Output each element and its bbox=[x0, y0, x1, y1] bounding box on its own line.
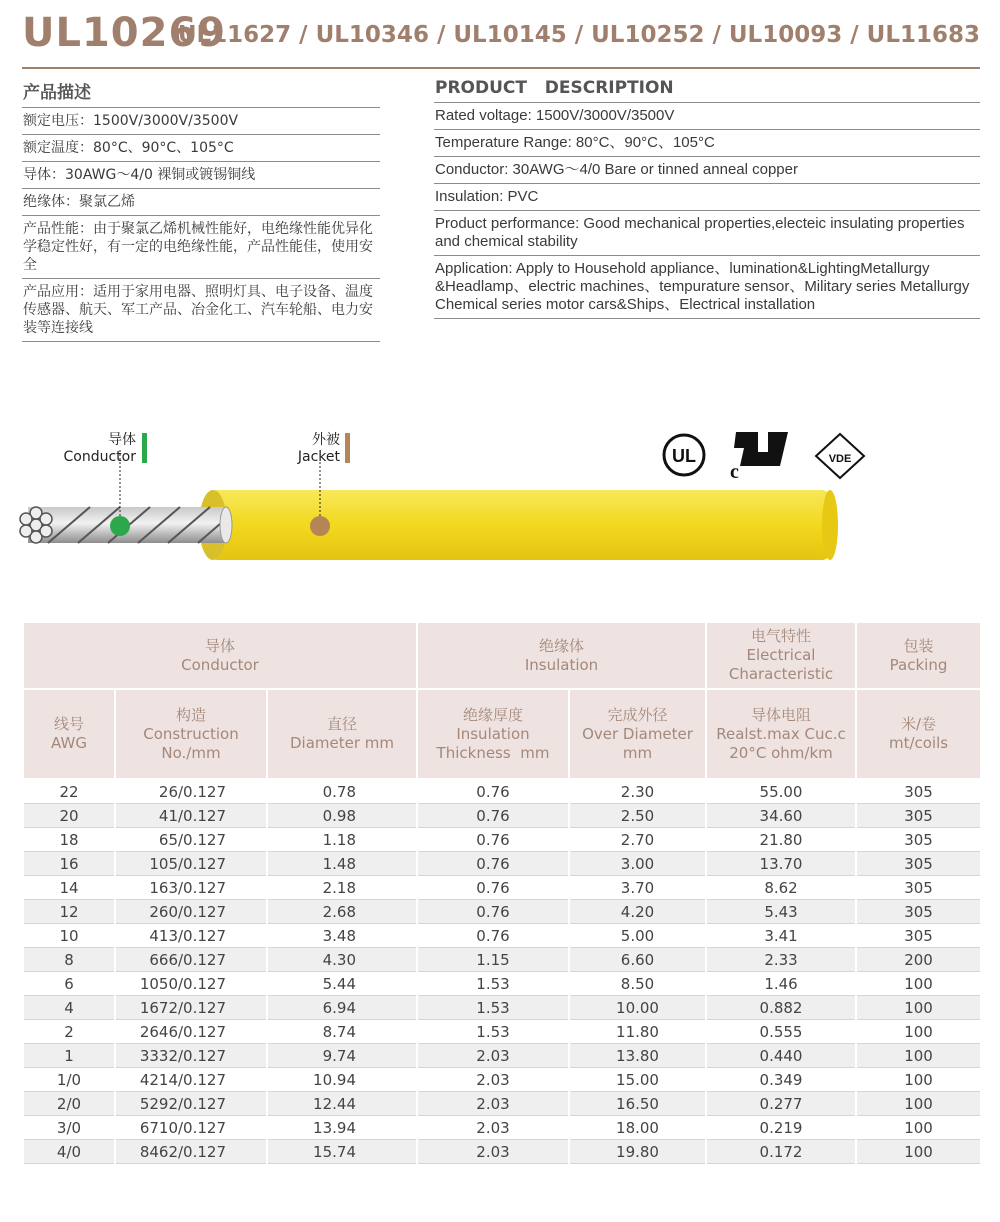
cell-resistance: 0.882 bbox=[706, 996, 856, 1020]
cell-diameter: 8.74 bbox=[267, 1020, 417, 1044]
spec-performance-cn: 产品性能：由于聚氯乙烯机械性能好，电绝缘性能优异化学稳定性好，有一定的电绝缘性能，产品性能佳，使用安全 bbox=[22, 216, 380, 279]
spec-performance-en: Product performance: Good mechanical properties,electeic insulating properties and chemical stability bbox=[434, 211, 980, 256]
col-awg-cn: 线号 bbox=[53, 715, 84, 733]
cell-packing: 305 bbox=[856, 924, 981, 948]
group-packing bbox=[856, 622, 981, 689]
cell-insulation-thickness: 2.03 bbox=[417, 1044, 569, 1068]
cell-over-diameter: 2.70 bbox=[569, 828, 706, 852]
cell-diameter: 12.44 bbox=[267, 1092, 417, 1116]
spec-table-body bbox=[23, 779, 981, 1164]
model-list: UL11627 / UL10346 / UL10145 / UL10252 / UL10093 / UL11683 bbox=[177, 22, 980, 48]
conductor-label bbox=[40, 432, 136, 466]
cell-packing: 100 bbox=[856, 996, 981, 1020]
table-row bbox=[23, 972, 981, 996]
spec-insulation-en: Insulation: PVC bbox=[434, 184, 980, 211]
spec-temperature-en: Temperature Range: 80°C、90°C、105°C bbox=[434, 130, 980, 157]
cell-over-diameter: 13.80 bbox=[569, 1044, 706, 1068]
jacket-label bbox=[250, 432, 340, 466]
cell-packing: 200 bbox=[856, 948, 981, 972]
col-construction bbox=[115, 689, 267, 779]
cell-packing: 305 bbox=[856, 828, 981, 852]
jacket-label-en: Jacket bbox=[297, 449, 340, 465]
col-diameter bbox=[267, 689, 417, 779]
conductor-label-bar bbox=[142, 433, 147, 463]
cell-over-diameter: 8.50 bbox=[569, 972, 706, 996]
cell-resistance: 13.70 bbox=[706, 852, 856, 876]
cell-awg: 3/0 bbox=[23, 1116, 115, 1140]
cell-insulation-thickness: 0.76 bbox=[417, 924, 569, 948]
vde-mark-icon bbox=[816, 434, 864, 478]
cell-diameter: 10.94 bbox=[267, 1068, 417, 1092]
cell-over-diameter: 2.30 bbox=[569, 779, 706, 804]
table-row bbox=[23, 996, 981, 1020]
group-conductor-en: Conductor bbox=[181, 655, 259, 674]
description-chinese bbox=[22, 76, 380, 342]
group-insulation-en: Insulation bbox=[524, 655, 599, 674]
cell-insulation-thickness: 0.76 bbox=[417, 779, 569, 804]
group-packing-en: Packing bbox=[889, 655, 948, 674]
cell-construction: 65/0.127 bbox=[115, 828, 267, 852]
cell-diameter: 13.94 bbox=[267, 1116, 417, 1140]
col-over-diameter-en: Over Diameter mm bbox=[582, 724, 693, 762]
cell-construction: 105/0.127 bbox=[115, 852, 267, 876]
description-english bbox=[434, 76, 980, 319]
table-row bbox=[23, 1068, 981, 1092]
table-row bbox=[23, 852, 981, 876]
description-en-heading: PRODUCT DESCRIPTION bbox=[434, 76, 980, 103]
ul-letters: UL bbox=[672, 446, 696, 466]
table-row bbox=[23, 1020, 981, 1044]
ul-listed-icon bbox=[664, 435, 704, 475]
cell-construction: 8462/0.127 bbox=[115, 1140, 267, 1164]
spec-table bbox=[22, 621, 982, 1164]
col-construction-en: Construction No./mm bbox=[143, 724, 239, 762]
cell-packing: 100 bbox=[856, 1068, 981, 1092]
cell-insulation-thickness: 1.53 bbox=[417, 972, 569, 996]
cell-construction: 413/0.127 bbox=[115, 924, 267, 948]
cell-diameter: 1.18 bbox=[267, 828, 417, 852]
group-conductor-cn: 导体 bbox=[204, 636, 235, 655]
cell-diameter: 6.94 bbox=[267, 996, 417, 1020]
cell-insulation-thickness: 0.76 bbox=[417, 804, 569, 828]
cell-awg: 18 bbox=[23, 828, 115, 852]
conductor-end bbox=[220, 507, 232, 543]
cell-over-diameter: 3.70 bbox=[569, 876, 706, 900]
cell-insulation-thickness: 0.76 bbox=[417, 876, 569, 900]
spec-application-en: Application: Apply to Household appliance、lumination&LightingMetallurgy &Headlamp、electric machines、tempurature sensor、Military series Metallurgy Chemical series motor cars&Ships、Electrical installation bbox=[434, 256, 980, 319]
cell-insulation-thickness: 0.76 bbox=[417, 828, 569, 852]
table-row bbox=[23, 948, 981, 972]
cell-diameter: 9.74 bbox=[267, 1044, 417, 1068]
group-electrical-en: Electrical Characteristic bbox=[728, 646, 834, 683]
vde-letters: VDE bbox=[828, 453, 852, 465]
cell-construction: 666/0.127 bbox=[115, 948, 267, 972]
cell-over-diameter: 10.00 bbox=[569, 996, 706, 1020]
col-diameter-cn: 直径 bbox=[326, 715, 357, 733]
jacket-body bbox=[210, 490, 830, 560]
cell-over-diameter: 6.60 bbox=[569, 948, 706, 972]
cell-resistance: 21.80 bbox=[706, 828, 856, 852]
spec-conductor-cn: 导体：30AWG～4/0 裸铜或镀锡铜线 bbox=[22, 162, 380, 189]
cell-awg: 8 bbox=[23, 948, 115, 972]
cell-awg: 2 bbox=[23, 1020, 115, 1044]
strand-cross-section bbox=[20, 507, 52, 543]
cul-recognized-icon bbox=[730, 432, 788, 483]
cell-over-diameter: 18.00 bbox=[569, 1116, 706, 1140]
description-cn-heading: 产品描述 bbox=[22, 76, 380, 108]
cell-diameter: 1.48 bbox=[267, 852, 417, 876]
cell-construction: 26/0.127 bbox=[115, 779, 267, 804]
spec-application-cn: 产品应用：适用于家用电器、照明灯具、电子设备、温度传感器、航天、军工产品、冶金化工、汽车轮船、电力安装等连接线 bbox=[22, 279, 380, 342]
spec-rated-voltage-cn: 额定电压：1500V/3000V/3500V bbox=[22, 108, 380, 135]
cell-packing: 305 bbox=[856, 876, 981, 900]
cell-insulation-thickness: 2.03 bbox=[417, 1140, 569, 1164]
col-construction-cn: 构造 bbox=[175, 705, 206, 724]
group-insulation-cn: 绝缘体 bbox=[539, 636, 585, 655]
cell-over-diameter: 19.80 bbox=[569, 1140, 706, 1164]
cell-resistance: 1.46 bbox=[706, 972, 856, 996]
cell-packing: 100 bbox=[856, 1116, 981, 1140]
cell-awg: 12 bbox=[23, 900, 115, 924]
cell-construction: 41/0.127 bbox=[115, 804, 267, 828]
cell-over-diameter: 15.00 bbox=[569, 1068, 706, 1092]
cell-insulation-thickness: 1.15 bbox=[417, 948, 569, 972]
cell-construction: 5292/0.127 bbox=[115, 1092, 267, 1116]
col-over-diameter bbox=[569, 689, 706, 779]
jacket-label-cn: 外被 bbox=[312, 432, 340, 448]
cell-packing: 305 bbox=[856, 900, 981, 924]
cell-over-diameter: 16.50 bbox=[569, 1092, 706, 1116]
cell-awg: 1 bbox=[23, 1044, 115, 1068]
conductor-label-cn: 导体 bbox=[108, 432, 136, 448]
cell-packing: 100 bbox=[856, 1140, 981, 1164]
spec-rated-voltage-en: Rated voltage: 1500V/3000V/3500V bbox=[434, 103, 980, 130]
table-row bbox=[23, 1044, 981, 1068]
cell-diameter: 5.44 bbox=[267, 972, 417, 996]
spec-conductor-en: Conductor: 30AWG～4/0 Bare or tinned anneal copper bbox=[434, 157, 980, 184]
page-title: UL10269 bbox=[22, 10, 227, 56]
table-row bbox=[23, 828, 981, 852]
cell-diameter: 2.68 bbox=[267, 900, 417, 924]
cell-resistance: 2.33 bbox=[706, 948, 856, 972]
cell-diameter: 0.98 bbox=[267, 804, 417, 828]
cell-resistance: 8.62 bbox=[706, 876, 856, 900]
group-conductor bbox=[23, 622, 417, 689]
cell-packing: 305 bbox=[856, 804, 981, 828]
col-packing-en: mt/coils bbox=[888, 734, 949, 752]
cell-awg: 14 bbox=[23, 876, 115, 900]
cell-packing: 100 bbox=[856, 1044, 981, 1068]
cell-over-diameter: 2.50 bbox=[569, 804, 706, 828]
col-resistance-cn: 导体电阻 bbox=[751, 705, 812, 724]
table-row bbox=[23, 876, 981, 900]
cell-packing: 100 bbox=[856, 1092, 981, 1116]
col-awg bbox=[23, 689, 115, 779]
cell-diameter: 2.18 bbox=[267, 876, 417, 900]
cell-construction: 6710/0.127 bbox=[115, 1116, 267, 1140]
column-header-row bbox=[23, 689, 981, 779]
col-insulation-thickness-cn: 绝缘厚度 bbox=[462, 705, 523, 724]
col-resistance bbox=[706, 689, 856, 779]
jacket-marker bbox=[310, 516, 330, 536]
group-insulation bbox=[417, 622, 706, 689]
jacket-label-bar bbox=[345, 433, 350, 463]
col-insulation-thickness bbox=[417, 689, 569, 779]
jacket-end bbox=[822, 490, 838, 560]
cell-construction: 2646/0.127 bbox=[115, 1020, 267, 1044]
cell-resistance: 0.555 bbox=[706, 1020, 856, 1044]
cell-resistance: 0.440 bbox=[706, 1044, 856, 1068]
cul-c-letter: c bbox=[730, 461, 739, 483]
col-over-diameter-cn: 完成外径 bbox=[607, 705, 668, 724]
col-packing-cn: 米/卷 bbox=[900, 715, 937, 733]
cell-diameter: 15.74 bbox=[267, 1140, 417, 1164]
cell-resistance: 3.41 bbox=[706, 924, 856, 948]
conductor-marker bbox=[110, 516, 130, 536]
cell-insulation-thickness: 0.76 bbox=[417, 852, 569, 876]
cell-resistance: 0.277 bbox=[706, 1092, 856, 1116]
cell-insulation-thickness: 2.03 bbox=[417, 1068, 569, 1092]
table-row bbox=[23, 779, 981, 804]
cell-awg: 6 bbox=[23, 972, 115, 996]
table-row bbox=[23, 924, 981, 948]
cell-diameter: 0.78 bbox=[267, 779, 417, 804]
cell-awg: 22 bbox=[23, 779, 115, 804]
cell-insulation-thickness: 1.53 bbox=[417, 996, 569, 1020]
cell-resistance: 5.43 bbox=[706, 900, 856, 924]
header-divider bbox=[22, 67, 980, 69]
cell-awg: 1/0 bbox=[23, 1068, 115, 1092]
group-packing-cn: 包装 bbox=[903, 636, 934, 655]
col-insulation-thickness-en: Insulation Thickness mm bbox=[436, 724, 550, 762]
cell-over-diameter: 4.20 bbox=[569, 900, 706, 924]
cell-over-diameter: 5.00 bbox=[569, 924, 706, 948]
spec-temperature-cn: 额定温度：80°C、90°C、105°C bbox=[22, 135, 380, 162]
cell-construction: 1050/0.127 bbox=[115, 972, 267, 996]
table-row bbox=[23, 1116, 981, 1140]
cell-resistance: 55.00 bbox=[706, 779, 856, 804]
cell-awg: 4/0 bbox=[23, 1140, 115, 1164]
cell-insulation-thickness: 2.03 bbox=[417, 1092, 569, 1116]
cell-awg: 4 bbox=[23, 996, 115, 1020]
cell-awg: 16 bbox=[23, 852, 115, 876]
conductor-label-en: Conductor bbox=[63, 449, 136, 465]
col-diameter-en: Diameter mm bbox=[289, 734, 395, 752]
table-row bbox=[23, 1140, 981, 1164]
cell-awg: 10 bbox=[23, 924, 115, 948]
cell-over-diameter: 11.80 bbox=[569, 1020, 706, 1044]
cable-illustration bbox=[0, 420, 1000, 590]
cell-construction: 1672/0.127 bbox=[115, 996, 267, 1020]
table-row bbox=[23, 900, 981, 924]
cell-resistance: 0.172 bbox=[706, 1140, 856, 1164]
spec-insulation-cn: 绝缘体：聚氯乙烯 bbox=[22, 189, 380, 216]
cell-packing: 100 bbox=[856, 1020, 981, 1044]
cell-resistance: 0.219 bbox=[706, 1116, 856, 1140]
cell-construction: 163/0.127 bbox=[115, 876, 267, 900]
cell-resistance: 0.349 bbox=[706, 1068, 856, 1092]
cell-packing: 305 bbox=[856, 852, 981, 876]
cable-diagram bbox=[0, 420, 1000, 590]
cell-diameter: 4.30 bbox=[267, 948, 417, 972]
col-awg-en: AWG bbox=[51, 734, 87, 752]
cell-insulation-thickness: 1.53 bbox=[417, 1020, 569, 1044]
cell-insulation-thickness: 0.76 bbox=[417, 900, 569, 924]
col-resistance-en: Realst.max Cuc.c 20°C ohm/km bbox=[716, 724, 846, 762]
cell-insulation-thickness: 2.03 bbox=[417, 1116, 569, 1140]
table-row bbox=[23, 804, 981, 828]
cell-awg: 2/0 bbox=[23, 1092, 115, 1116]
group-header-row bbox=[23, 622, 981, 689]
group-electrical bbox=[706, 622, 856, 689]
cell-packing: 100 bbox=[856, 972, 981, 996]
table-row bbox=[23, 1092, 981, 1116]
cell-resistance: 34.60 bbox=[706, 804, 856, 828]
cell-packing: 305 bbox=[856, 779, 981, 804]
cell-diameter: 3.48 bbox=[267, 924, 417, 948]
cell-awg: 20 bbox=[23, 804, 115, 828]
cell-construction: 4214/0.127 bbox=[115, 1068, 267, 1092]
group-electrical-cn: 电气特性 bbox=[751, 627, 812, 645]
cell-over-diameter: 3.00 bbox=[569, 852, 706, 876]
cell-construction: 260/0.127 bbox=[115, 900, 267, 924]
cell-construction: 3332/0.127 bbox=[115, 1044, 267, 1068]
col-packing bbox=[856, 689, 981, 779]
